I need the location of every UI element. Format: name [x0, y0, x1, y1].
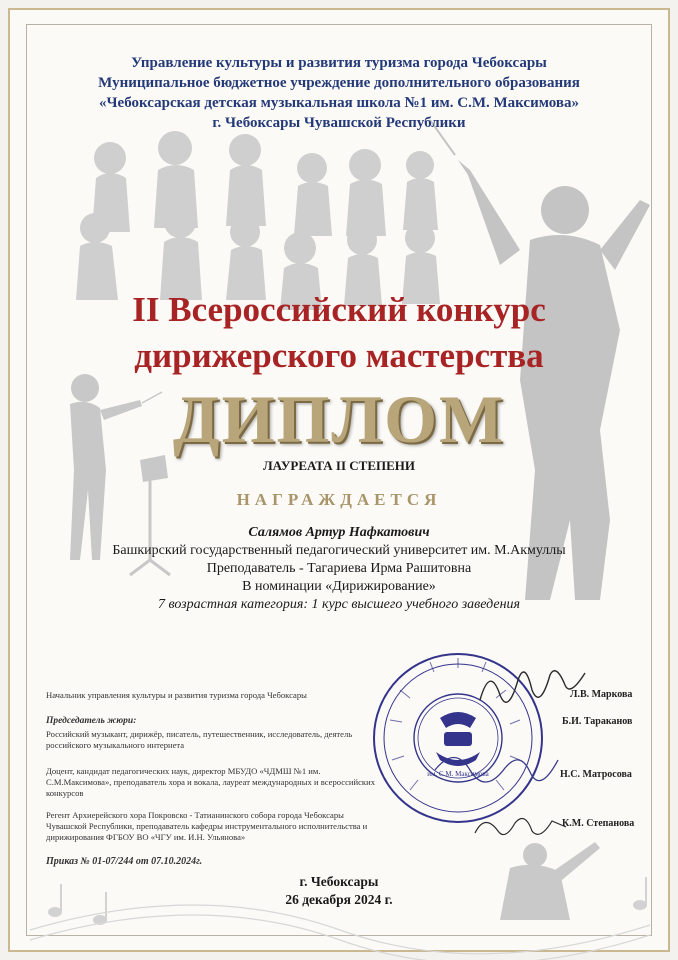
order-number: Приказ № 01-07/244 от 07.10.2024г. — [46, 856, 203, 867]
header-line-1: Управление культуры и развития туризма города Чебоксары — [131, 55, 547, 71]
header-line-4: г. Чебоксары Чувашской Республики — [212, 115, 466, 131]
signature-scribble-1 — [470, 655, 590, 715]
awarded-label: НАГРАЖДАЕТСЯ — [236, 490, 442, 509]
signature-2-desc: Российский музыкант, дирижёр, писатель, путешественник, исследователь, деятель российского музыкального интернета — [46, 729, 353, 750]
recipient-university: Башкирский государственный педагогический университет им. М.Акмуллы — [112, 543, 566, 558]
contest-title-line-1: II Всероссийский конкурс — [132, 290, 546, 329]
date: 26 декабря 2024 г. — [285, 892, 393, 907]
signature-3-name: Н.С. Матросова — [560, 769, 632, 780]
contest-title-line-2: дирижерского мастерства — [134, 336, 544, 375]
header-line-3: «Чебоксарская детская музыкальная школа №1 им. С.М. Максимова» — [99, 95, 579, 111]
signature-1-name: Л.В. Маркова — [570, 689, 633, 700]
staff-line — [30, 915, 650, 960]
header-line-2: Муниципальное бюджетное учреждение дополнительного образования — [98, 75, 580, 91]
signature-2-title: Председатель жюри: — [46, 716, 137, 726]
recipient-category: 7 возрастная категория: 1 курс высшего учебного заведения — [157, 597, 521, 612]
signature-3-desc: Доцент, кандидат педагогических наук, директор МБУДО «ЧДМШ №1 им. С.М.Максимова», преподаватель хора и вокала, лауреат международных и всероссийских конкурсов — [46, 766, 375, 798]
stamp-center-text: им. С.М. Максимова — [427, 770, 489, 778]
signature-scribble-2 — [430, 740, 560, 790]
recipient-teacher: Преподаватель - Тагариева Ирма Рашитовна — [206, 561, 472, 576]
signature-2-name: Б.И. Тараканов — [562, 716, 633, 727]
laureate-degree: ЛАУРЕАТА II СТЕПЕНИ — [262, 458, 416, 473]
diploma-word: ДИПЛОМ — [172, 381, 506, 457]
recipient-name: Салямов Артур Нафкатович — [248, 525, 430, 540]
signature-4-desc: Регент Архиерейского хора Покровско - Татианинского собора города Чебоксары Чувашской Республики, преподаватель кафедры инструментального исполнительства и дирижирования ФГБОУ ВО «ЧГУ им. И.Н. Ульянова» — [46, 810, 368, 842]
signature-1-title: Начальник управления культуры и развития туризма города Чебоксары — [46, 690, 307, 700]
choir-singers — [76, 131, 440, 310]
recipient-nomination: В номинации «Дирижирование» — [242, 579, 436, 594]
city: г. Чебоксары — [299, 874, 379, 889]
signature-scribble-3 — [470, 805, 570, 845]
signature-4-name: К.М. Степанова — [562, 818, 635, 829]
